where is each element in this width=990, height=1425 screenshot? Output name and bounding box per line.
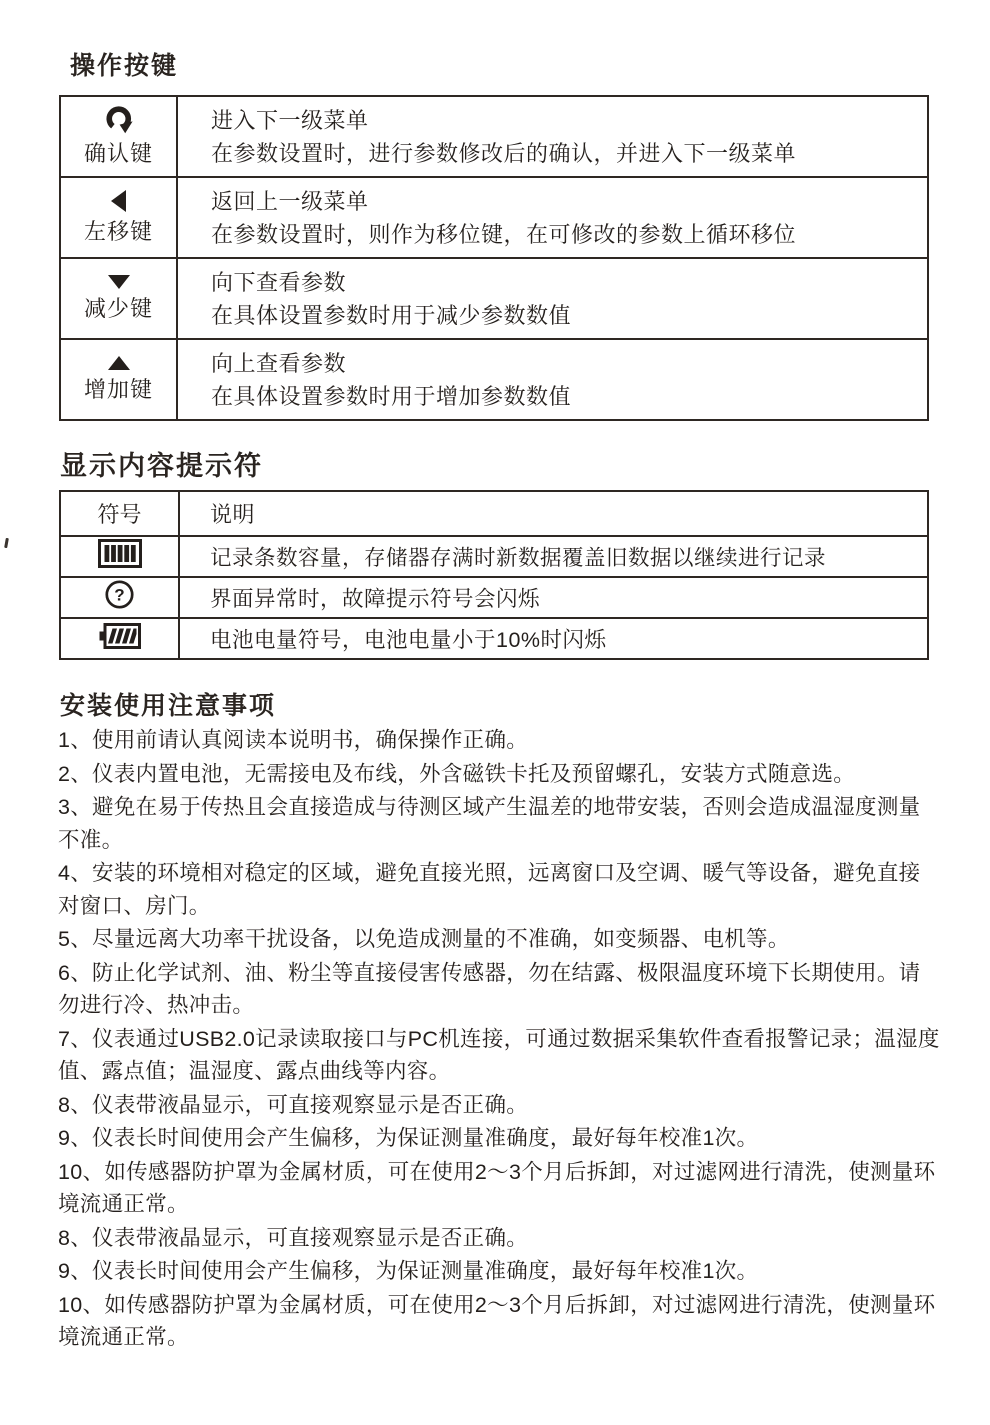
note-item: 9、仪表长时间使用会产生偏移，为保证测量准确度，最好每年校准1次。 xyxy=(58,1126,759,1150)
down-triangle-icon xyxy=(108,275,130,289)
table-row xyxy=(60,339,928,420)
installation-notes-list xyxy=(58,724,942,1355)
key-description-cell xyxy=(177,258,928,339)
table-row xyxy=(60,577,928,618)
note-item: 5、尽量远离大功率干扰设备，以免造成测量的不准确，如变频器、电机等。 xyxy=(58,927,790,951)
note-item: 1、使用前请认真阅读本说明书，确保操作正确。 xyxy=(58,728,529,752)
note-item: 10、如传感器防护罩为金属材质，可在使用2～3个月后拆卸，对过滤网进行清洗，使测量环境流通正常。 xyxy=(58,1159,936,1216)
table-row xyxy=(60,536,928,577)
symbol-description: 记录条数容量，存储器存满时新数据覆盖旧数据以继续进行记录 xyxy=(179,536,928,577)
help-circle-icon xyxy=(104,579,135,610)
section-title-installation-notes: 安装使用注意事项 xyxy=(60,692,277,720)
symbol-cell xyxy=(60,577,179,618)
key-name-label: 确认键 xyxy=(83,140,153,166)
key-function-line: 向上查看参数 xyxy=(211,350,347,376)
memory-capacity-icon xyxy=(98,539,142,568)
table-row xyxy=(60,177,928,258)
svg-text:?: ? xyxy=(114,585,125,605)
symbol-column-header: 符号 xyxy=(60,491,179,536)
note-item: 8、仪表带液晶显示，可直接观察显示是否正确。 xyxy=(58,1092,529,1117)
key-cell xyxy=(60,177,177,258)
note-item: 10、如传感器防护罩为金属材质，可在使用2～3个月后拆卸，对过滤网进行清洗，使测量环境流通正常。 xyxy=(58,1292,936,1349)
symbol-cell xyxy=(60,618,179,659)
symbol-description: 界面异常时，故障提示符号会闪烁 xyxy=(179,577,928,618)
key-description-cell xyxy=(177,339,928,420)
note-item: 3、避免在易于传热且会直接造成与待测区域产生温差的地带安装，否则会造成温湿度测量不准。 xyxy=(58,795,921,852)
up-triangle-icon xyxy=(108,356,130,370)
note-item: 4、安装的环境相对稳定的区域，避免直接光照，远离窗口及空调、暖气等设备，避免直接对窗口、房门。 xyxy=(58,861,921,918)
key-function-line: 在参数设置时，则作为移位键，在可修改的参数上循环移位 xyxy=(211,221,797,247)
key-function-line: 向下查看参数 xyxy=(211,269,347,295)
scan-artifact xyxy=(4,538,9,548)
description-column-header: 说明 xyxy=(179,491,928,536)
note-item: 7、仪表通过USB2.0记录读取接口与PC机连接，可通过数据采集软件查看报警记录；温湿度值、露点值；温湿度、露点曲线等内容。 xyxy=(58,1026,940,1083)
battery-level-icon xyxy=(99,623,141,649)
key-description-cell xyxy=(177,177,928,258)
key-name-label: 增加键 xyxy=(83,376,153,402)
note-item: 6、防止化学试剂、油、粉尘等直接侵害传感器，勿在结露、极限温度环境下长期使用。请勿进行冷、热冲击。 xyxy=(58,960,921,1017)
key-function-line: 进入下一级菜单 xyxy=(211,107,369,133)
table-row xyxy=(60,258,928,339)
section-title-operation-keys: 操作按键 xyxy=(70,52,179,80)
left-triangle-icon xyxy=(111,190,126,212)
note-item: 2、仪表内置电池，无需接电及布线，外含磁铁卡托及预留螺孔，安装方式随意选。 xyxy=(58,761,856,786)
display-symbols-table xyxy=(59,490,929,660)
symbol-cell xyxy=(60,536,179,577)
operation-keys-table xyxy=(59,95,929,421)
key-cell xyxy=(60,96,177,177)
key-function-line: 在具体设置参数时用于减少参数数值 xyxy=(211,302,572,328)
key-function-line: 在具体设置参数时用于增加参数数值 xyxy=(211,383,572,409)
note-item: 8、仪表带液晶显示，可直接观察显示是否正确。 xyxy=(58,1225,529,1250)
key-name-label: 减少键 xyxy=(83,295,153,321)
rotate-clockwise-icon xyxy=(102,106,136,134)
key-function-line: 在参数设置时，进行参数修改后的确认，并进入下一级菜单 xyxy=(211,140,797,166)
symbol-description: 电池电量符号，电池电量小于10%时闪烁 xyxy=(179,618,928,659)
table-header-row xyxy=(60,491,928,536)
note-item: 9、仪表长时间使用会产生偏移，为保证测量准确度，最好每年校准1次。 xyxy=(58,1259,759,1283)
key-cell xyxy=(60,339,177,420)
key-function-line: 返回上一级菜单 xyxy=(211,188,369,214)
key-cell xyxy=(60,258,177,339)
table-row xyxy=(60,618,928,659)
key-name-label: 左移键 xyxy=(83,218,153,244)
section-title-display-symbols: 显示内容提示符 xyxy=(60,451,263,481)
key-description-cell xyxy=(177,96,928,177)
table-row xyxy=(60,96,928,177)
